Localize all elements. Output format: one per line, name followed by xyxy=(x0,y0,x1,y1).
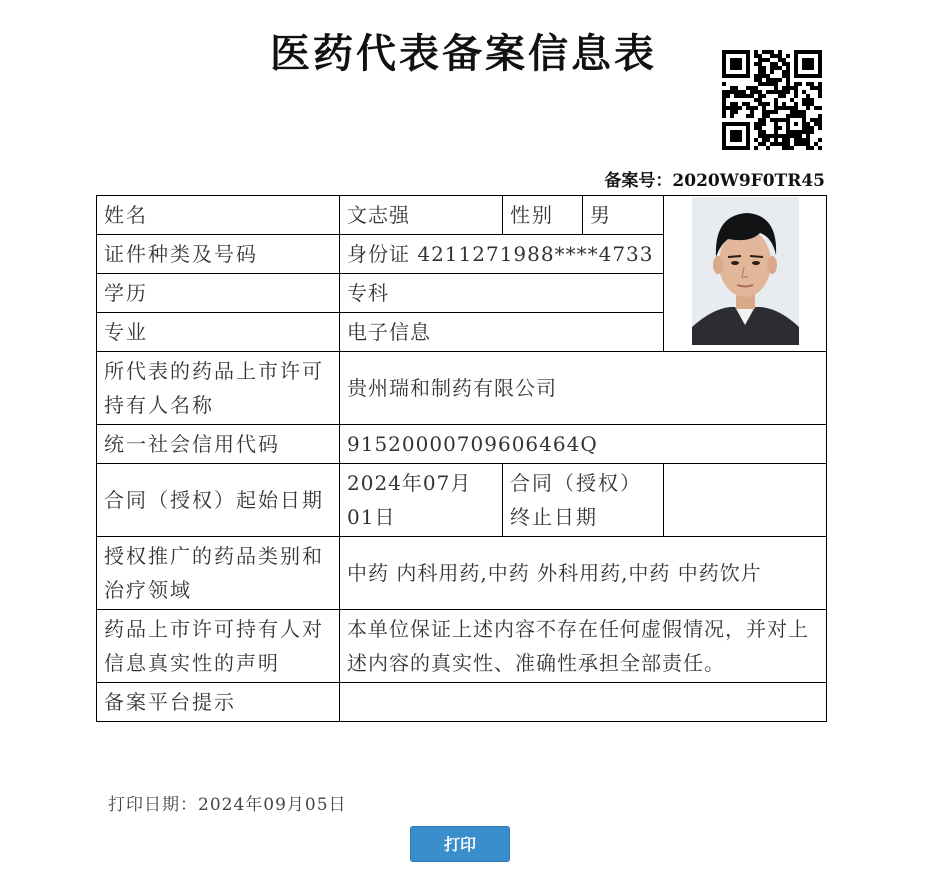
table-row xyxy=(97,196,827,235)
value-holder: 贵州瑞和制药有限公司 xyxy=(340,352,827,425)
print-button[interactable]: 打印 xyxy=(410,826,510,862)
value-major: 电子信息 xyxy=(340,313,664,352)
value-gender: 男 xyxy=(583,196,664,235)
page-title: 医药代表备案信息表 xyxy=(270,30,657,77)
label-education: 学历 xyxy=(97,274,340,313)
label-gender: 性别 xyxy=(503,196,583,235)
value-declaration: 本单位保证上述内容不存在任何虚假情况，并对上述内容的真实性、准确性承担全部责任。 xyxy=(340,610,827,683)
table-row xyxy=(97,610,827,683)
label-categories: 授权推广的药品类别和治疗领域 xyxy=(97,537,340,610)
table-row xyxy=(97,425,827,464)
table-row xyxy=(97,683,827,722)
print-date: 打印日期：2024年09月05日 xyxy=(108,795,347,815)
value-education: 专科 xyxy=(340,274,664,313)
label-platform-hint: 备案平台提示 xyxy=(97,683,340,722)
label-name: 姓名 xyxy=(97,196,340,235)
id-photo xyxy=(692,197,799,345)
value-start-date: 2024年07月01日 xyxy=(340,464,503,537)
label-declaration: 药品上市许可持有人对信息真实性的声明 xyxy=(97,610,340,683)
label-major: 专业 xyxy=(97,313,340,352)
value-id: 身份证 4211271988****4733 xyxy=(340,235,664,274)
photo-cell xyxy=(664,196,827,352)
table-row xyxy=(97,352,827,425)
value-credit-code: 91520000709606464Q xyxy=(340,425,827,464)
value-categories: 中药 内科用药,中药 外科用药,中药 中药饮片 xyxy=(340,537,827,610)
qr-code xyxy=(722,50,822,150)
label-credit-code: 统一社会信用代码 xyxy=(97,425,340,464)
value-name: 文志强 xyxy=(340,196,503,235)
value-end-date xyxy=(664,464,827,537)
label-id: 证件种类及号码 xyxy=(97,235,340,274)
label-holder: 所代表的药品上市许可持有人名称 xyxy=(97,352,340,425)
label-start-date: 合同（授权）起始日期 xyxy=(97,464,340,537)
value-platform-hint xyxy=(340,683,827,722)
record-number: 备案号：2020W9F0TR45 xyxy=(604,171,825,191)
label-end-date: 合同（授权）终止日期 xyxy=(503,464,664,537)
info-table xyxy=(96,195,827,722)
table-row xyxy=(97,464,827,537)
table-row xyxy=(97,537,827,610)
